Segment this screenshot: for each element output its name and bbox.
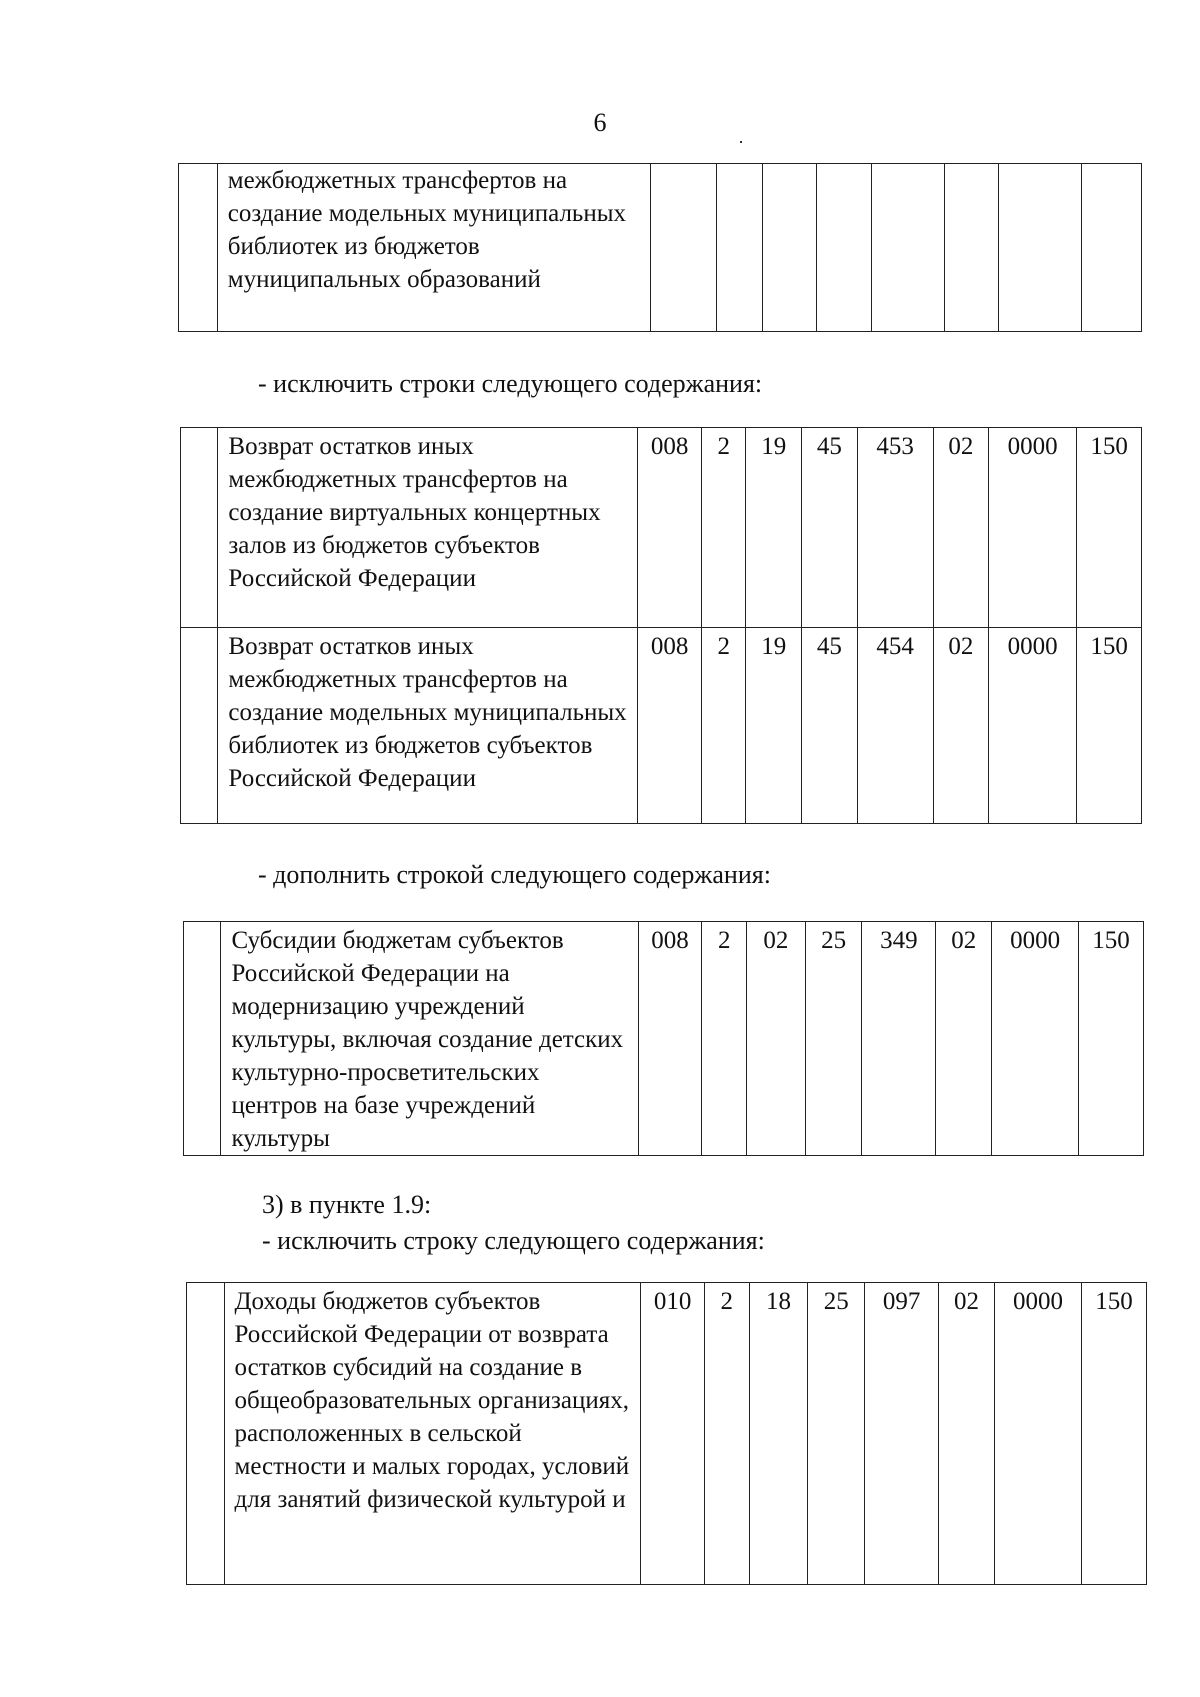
code-cell (1082, 164, 1142, 332)
code-cell (871, 164, 944, 332)
budget-table-2 (180, 427, 1142, 824)
code-cell: 45 (802, 628, 858, 824)
code-cell: 2 (705, 1283, 750, 1585)
code-cell (817, 164, 871, 332)
code-cell: 0000 (992, 922, 1079, 1156)
code-cell (716, 164, 762, 332)
table-row (181, 428, 1142, 628)
description-cell: Возврат остатков иных межбюджетных трансфертов на создание виртуальных концертных залов из бюджетов субъектов Российской Федерации (218, 428, 638, 628)
code-cell: 008 (638, 428, 702, 628)
code-cell: 0000 (994, 1283, 1081, 1585)
code-cell: 02 (933, 428, 989, 628)
scan-dot (740, 141, 742, 143)
code-cell: 150 (1077, 628, 1142, 824)
code-cell: 150 (1082, 1283, 1147, 1585)
code-cell: 02 (939, 1283, 995, 1585)
code-cell: 453 (857, 428, 933, 628)
description-cell: Субсидии бюджетам субъектов Российской Федерации на модернизацию учреждений культуры, включая создание детских культурно-просветительских центров на базе учреждений культуры (221, 922, 638, 1156)
instruction-exclude-rows: - исключить строки следующего содержания: (258, 369, 763, 398)
budget-table-1 (178, 163, 1142, 332)
table-row (181, 628, 1142, 824)
code-cell: 25 (805, 922, 862, 1156)
table-row (184, 922, 1144, 1156)
code-cell: 010 (641, 1283, 705, 1585)
row-number-cell (181, 628, 218, 824)
code-cell: 02 (933, 628, 989, 824)
code-cell: 2 (702, 922, 747, 1156)
instruction-add-row: - дополнить строкой следующего содержания: (258, 860, 771, 889)
budget-table-3 (183, 921, 1144, 1156)
row-number-cell (187, 1283, 225, 1585)
code-cell: 008 (638, 922, 702, 1156)
table-row (179, 164, 1142, 332)
code-cell: 0000 (989, 428, 1077, 628)
row-number-cell (181, 428, 218, 628)
code-cell: 0000 (989, 628, 1077, 824)
code-cell: 19 (746, 428, 802, 628)
page-number: 6 (593, 108, 607, 137)
code-cell (762, 164, 816, 332)
code-cell (999, 164, 1082, 332)
code-cell: 454 (857, 628, 933, 824)
table-row (187, 1283, 1147, 1585)
code-cell: 25 (808, 1283, 865, 1585)
instruction-item-point: 3) в пункте 1.9: (262, 1190, 432, 1219)
code-cell (944, 164, 998, 332)
row-number-cell (184, 922, 221, 1156)
code-cell: 150 (1079, 922, 1144, 1156)
budget-table-4 (186, 1282, 1147, 1585)
code-cell: 19 (746, 628, 802, 824)
code-cell: 2 (701, 628, 746, 824)
code-cell: 349 (862, 922, 936, 1156)
code-cell: 008 (638, 628, 702, 824)
code-cell: 02 (747, 922, 806, 1156)
row-number-cell (179, 164, 218, 332)
code-cell (650, 164, 716, 332)
instruction-exclude-row: - исключить строку следующего содержания: (262, 1226, 765, 1255)
description-cell: Возврат остатков иных межбюджетных трансфертов на создание модельных муниципальных библиотек из бюджетов субъектов Российской Федерации (218, 628, 638, 824)
code-cell: 2 (701, 428, 746, 628)
code-cell: 18 (749, 1283, 808, 1585)
code-cell: 45 (802, 428, 858, 628)
description-cell: Доходы бюджетов субъектов Российской Федерации от возврата остатков субсидий на создание в общеобразовательных организациях, расположенных в сельской местности и малых городах, условий для занятий физической культурой и (224, 1283, 641, 1585)
code-cell: 150 (1077, 428, 1142, 628)
code-cell: 02 (936, 922, 992, 1156)
code-cell: 097 (865, 1283, 939, 1585)
description-cell: межбюджетных трансфертов на создание модельных муниципальных библиотек из бюджетов муниципальных образований (217, 164, 650, 332)
